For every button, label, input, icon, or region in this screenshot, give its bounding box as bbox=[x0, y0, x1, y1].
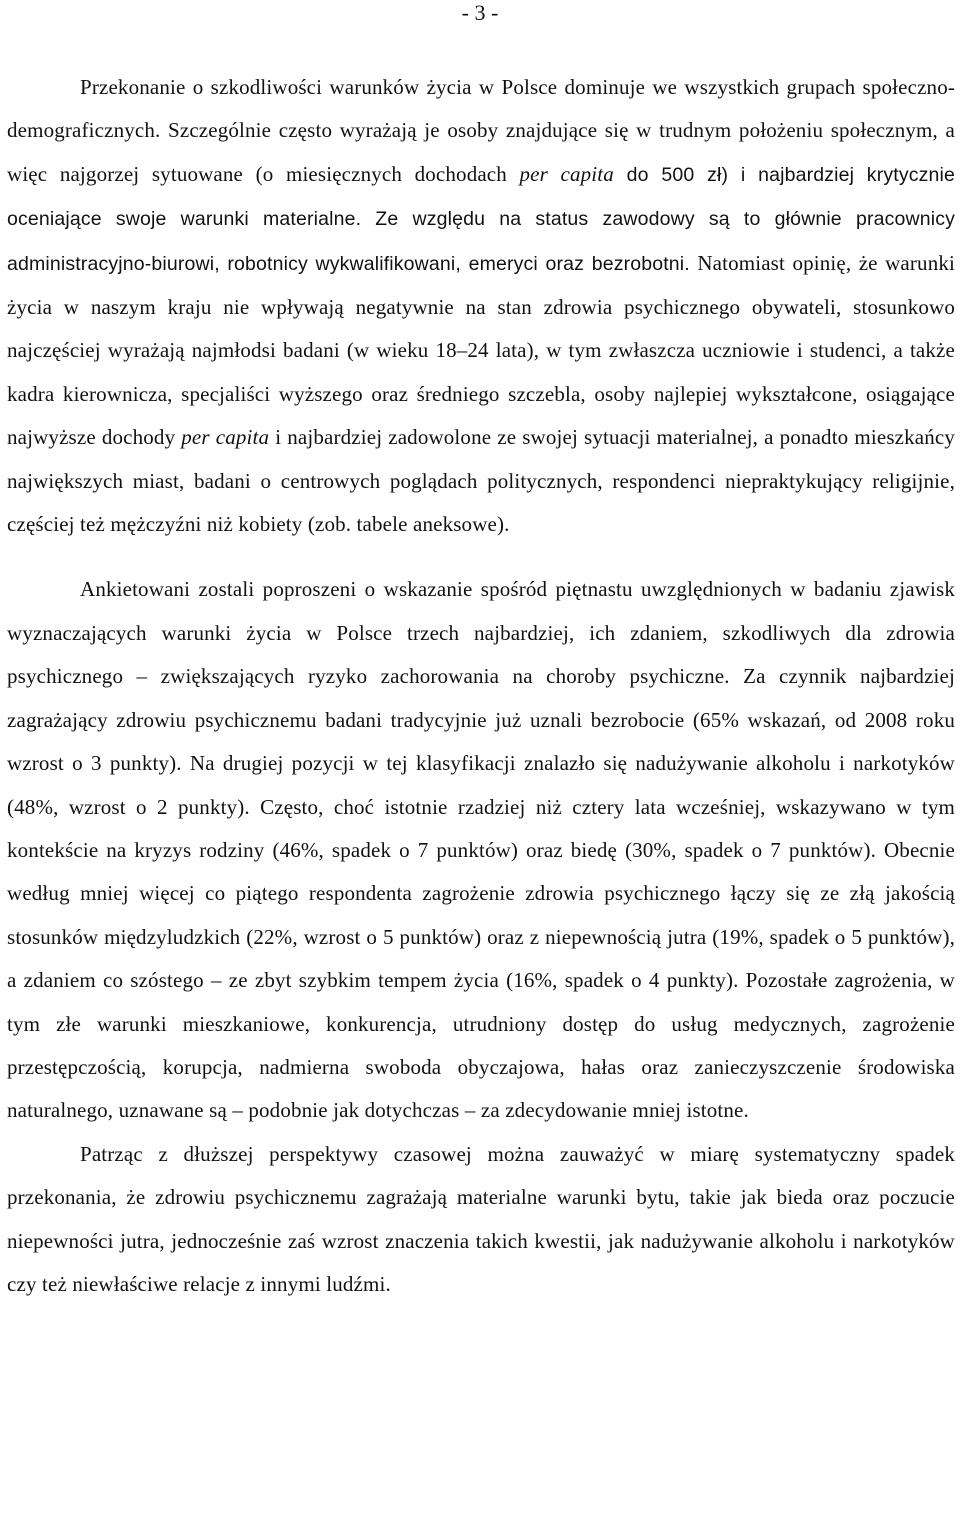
italic-term: per capita bbox=[519, 161, 614, 186]
italic-term: per capita bbox=[181, 425, 270, 450]
document-body bbox=[7, 66, 955, 1306]
paragraph-1-text: Natomiast opinię, że warunki życia w naszym kraju nie wpływają negatywnie na stan zdrowia psychicznego obywateli, stosunkowo najczęściej wyrażają najmłodsi badani (w wieku 18–24 lata), w tym zwłaszcza uczniowie i studenci, a także kadra kierownicza, specjaliści wyższego oraz średniego szczebla, osoby najlepiej wykształcone, osiągające najwyższe dochody bbox=[7, 250, 955, 450]
paragraph-3-text: Patrząc z dłuższej perspektywy czasowej można zauważyć w miarę systematyczny spadek przekonania, że zdrowiu psychicznemu zagrażają materialne warunki bytu, takie jak bieda oraz poczucie niepewności jutra, jednocześnie zaś wzrost znaczenia takich kwestii, jak nadużywanie alkoholu i narkotyków czy też niewłaściwe relacje z innymi ludźmi. bbox=[7, 1141, 955, 1296]
paragraph-2 bbox=[7, 568, 955, 1132]
paragraph-1-text: i najbardziej zadowolone ze swojej sytuacji materialnej, a ponadto mieszkańcy największych miast, badani o centrowych poglądach politycznych, respondenci niepraktykujący religijnie, częściej też mężczyźni niż kobiety (zob. tabele aneksowe). bbox=[7, 425, 956, 537]
paragraph-1-text: Przekonanie o szkodliwości warunków życia w Polsce dominuje we wszystkich grupach społeczno-demograficznych. Szczególnie często wyrażają je osoby znajdujące się w trudnym położeniu społecznym, a więc najgorzej sytuowane (o miesięcznych dochodach bbox=[7, 75, 955, 186]
page-number: - 3 - bbox=[461, 0, 499, 25]
paragraph-3 bbox=[7, 1133, 955, 1307]
paragraph-2-text: Ankietowani zostali poproszeni o wskazanie spośród piętnastu uwzględnionych w badaniu zjawisk wyznaczających warunki życia w Polsce trzech najbardziej, ich zdaniem, szkodliwych dla zdrowia psychicznego – zwiększających ryzyko zachorowania na choroby psychiczne. Za czynnik najbardziej zagrażający zdrowiu psychicznemu badani tradycyjnie już uznali bezrobocie (65% wskazań, od 2008 roku wzrost o 3 punkty). Na drugiej pozycji w tej klasyfikacji znalazło się nadużywanie alkoholu i narkotyków (48%, wzrost o 2 punkty). Często, choć istotnie rzadziej niż cztery lata wcześniej, wskazywano w tym kontekście na kryzys rodziny (46%, spadek o 7 punktów) oraz biedę (30%, spadek o 7 punktów). Obecnie według mniej więcej co piątego respondenta zagrożenie zdrowia psychicznego łączy się ze złą jakością stosunków międzyludzkich (22%, wzrost o 5 punktów) oraz z niepewnością jutra (19%, spadek o 5 punktów), a zdaniem co szóstego – ze zbyt szybkim tempem życia (16%, spadek o 4 punkty). Pozostałe zagrożenia, w tym złe warunki mieszkaniowe, konkurencja, utrudniony dostęp do usług medycznych, zagrożenie przestępczością, korupcja, nadmierna swoboda obyczajowa, hałas oraz zanieczyszczenie środowiska naturalnego, uznawane są – podobnie jak dotychczas – za zdecydowanie mniej istotne. bbox=[7, 577, 955, 1123]
paragraph-1 bbox=[7, 66, 955, 546]
paragraph-1-text: do 500 zł) i najbardziej krytycznie oceniające swoje warunki materialne. Ze względu na status zawodowy są to głównie pracownicy administracyjno-biurowi, robotnicy wykwalifikowani, emeryci oraz bezrobotni. bbox=[7, 163, 955, 275]
